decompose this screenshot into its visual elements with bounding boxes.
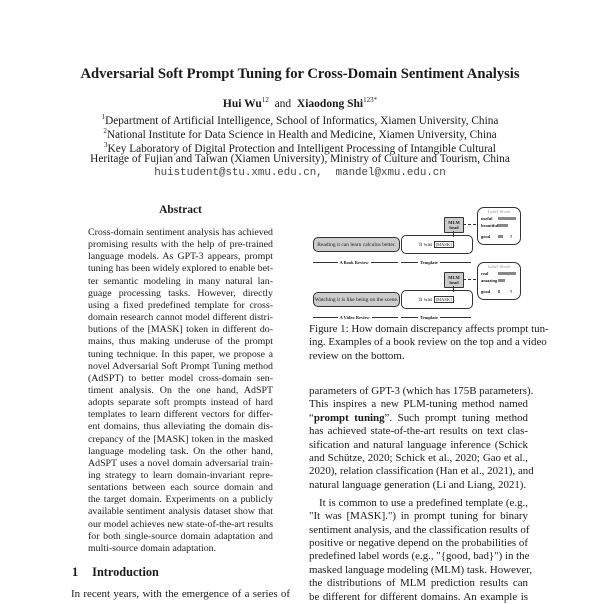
affiliation bbox=[0, 152, 600, 166]
label-words-title: Label Words bbox=[487, 264, 511, 269]
text-line: crepancy of the [MASK] token in the masked bbox=[88, 433, 273, 445]
review-span-label: A Video Review bbox=[339, 315, 370, 320]
probability-bar bbox=[498, 217, 516, 220]
text-line: timent analysis. On the one hand, AdSPT bbox=[88, 384, 273, 396]
text-line: “prompt tuning”. Such prompt tuning method bbox=[309, 411, 528, 424]
section-title: Introduction bbox=[92, 565, 159, 579]
text-line: tuning has been widely explored to enable bet- bbox=[88, 263, 273, 275]
text-line: positive or negative depend on the probabilities of bbox=[309, 536, 528, 549]
text-line: This inspires a new PLM-tuning method named bbox=[309, 398, 528, 411]
label-word: amazing bbox=[481, 278, 498, 283]
mlm-head-box bbox=[444, 272, 464, 288]
author-name: Hui Wu bbox=[222, 98, 262, 110]
text-line: novel Adversarial Soft Prompt Tuning method bbox=[88, 360, 273, 372]
label-word: good bbox=[481, 234, 491, 239]
span-bracket bbox=[401, 262, 471, 263]
template-box bbox=[401, 290, 473, 309]
connector-line bbox=[453, 286, 454, 292]
probability-bar bbox=[498, 235, 503, 238]
unknown-mark: ? bbox=[510, 234, 513, 239]
text-line: It is common to use a predefined template (e.g., bbox=[319, 496, 528, 509]
label-words-title: Label Words bbox=[487, 209, 511, 214]
label-words-box bbox=[477, 262, 521, 300]
text-line: "It was [MASK].") in prompt tuning for binary bbox=[309, 510, 528, 523]
template-text: It was bbox=[418, 296, 433, 303]
text-line: (AdSPT) to better model cross-domain sen- bbox=[88, 372, 273, 384]
section-number: 1 bbox=[72, 565, 79, 579]
text-line: language modeling task. On the other hand, bbox=[88, 445, 273, 457]
text-line: Figure 1: How domain discrepancy affects prompt tun- bbox=[309, 323, 549, 335]
template-box bbox=[401, 235, 473, 254]
emphasis: prompt tuning bbox=[313, 411, 385, 424]
abstract-heading: Abstract bbox=[159, 204, 202, 216]
text-line: has achieved state-of-the-art results on text clas- bbox=[309, 425, 528, 438]
text-line: the distributions of MLM prediction results can bbox=[309, 577, 528, 590]
template-text: . bbox=[453, 296, 456, 303]
paper-title: Adversarial Soft Prompt Tuning for Cross-Domain Sentiment Analysis bbox=[80, 66, 520, 82]
author-affiliation-marks: 123* bbox=[363, 96, 378, 104]
review-box bbox=[313, 292, 400, 307]
text-line: domain research cannot model different distri- bbox=[88, 312, 273, 324]
template-span-label: Template bbox=[420, 315, 438, 320]
label-word: good bbox=[481, 289, 491, 294]
affiliation-mark: 2 bbox=[103, 127, 107, 135]
text-line: the target domain. Experiments on a publicly bbox=[88, 494, 273, 506]
text-line: ing strategy to learn domain-invariant repre- bbox=[88, 470, 273, 481]
text-line: language models. As GPT-3 appears, prompt bbox=[88, 251, 273, 263]
label-words-box bbox=[477, 207, 521, 245]
mlm-head-box bbox=[444, 217, 464, 233]
probability-bar bbox=[498, 290, 500, 293]
text-line: In recent years, with the emergence of a series of bbox=[71, 588, 290, 600]
text-line: AdSPT uses a novel domain adversarial train- bbox=[88, 457, 273, 469]
text-line: ing. Examples of a book review on the top and a video bbox=[309, 336, 547, 349]
text-line: Cross-domain sentiment analysis has achieved bbox=[88, 227, 273, 238]
review-box bbox=[313, 237, 400, 252]
mask-token: [MASK] bbox=[435, 297, 452, 302]
author-affiliation-marks: 12 bbox=[261, 96, 269, 104]
template-span-label: Template bbox=[420, 260, 438, 265]
text-line: and Schütze, 2020; Schick et al., 2020; Gao et al., bbox=[309, 452, 528, 464]
span-bracket bbox=[313, 262, 398, 263]
author-name: Xiaodong Shi bbox=[296, 98, 364, 110]
text-line: templates to learn different vectors for differ- bbox=[88, 409, 273, 421]
template-text: . bbox=[453, 241, 456, 248]
authors-and: and bbox=[274, 98, 292, 110]
affiliation-text: Key Laboratory of Digital Protection and Intelligent Processing of Intangible Cultural bbox=[107, 143, 496, 155]
text-line: mains, thus making underuse of the prompt bbox=[88, 336, 273, 348]
connector-line bbox=[453, 231, 454, 237]
text-line: our model achieves new state-of-the-art results bbox=[88, 518, 274, 530]
text-line: ter semantic modeling in many natural lan- bbox=[88, 275, 273, 287]
text-line: multi-source domain adaptation. bbox=[88, 542, 217, 554]
text-line: promising results with the help of pre-trained bbox=[88, 239, 273, 251]
mlm-label: MLM head bbox=[448, 275, 460, 285]
arrow-icon bbox=[463, 279, 476, 280]
review-span-label: A Book Review bbox=[339, 260, 369, 265]
text-line: review on the bottom. bbox=[309, 349, 405, 362]
text-line: sentiment analysis, and the classification results of bbox=[309, 523, 530, 536]
text-line: masked language modeling (MLM) task. However, bbox=[309, 563, 533, 576]
probability-bar bbox=[498, 279, 505, 282]
affiliation-text: National Institute for Data Science in Health and Medicine, Xiamen University, China bbox=[106, 129, 497, 141]
text-line: sentations between each source domain and bbox=[88, 482, 273, 494]
text-line: available sentiment analysis dataset show that bbox=[88, 506, 273, 518]
text-line: sification and natural language inference (Schick bbox=[309, 438, 528, 451]
text-line: guage processing tasks. However, directly bbox=[88, 287, 273, 299]
text-line: predefined label words (e.g., "{good, bad}") in the bbox=[309, 550, 530, 563]
affiliation-mark: 1 bbox=[101, 113, 106, 121]
author-line bbox=[0, 96, 600, 110]
text-line: for both single-source domain adaptation and bbox=[88, 530, 273, 542]
arrow-icon bbox=[463, 224, 476, 225]
review-text: Watching it is like being on the scene. bbox=[314, 296, 399, 303]
text-line: tuning technique. In this paper, we propose a bbox=[88, 348, 273, 360]
text-line: 2020), relation classification (Han et al., 2021), and bbox=[309, 465, 534, 478]
probability-bar bbox=[498, 224, 508, 227]
text-line: ent domains, thus alleviating the domain dis- bbox=[88, 421, 273, 433]
template-text: It was bbox=[418, 241, 433, 248]
text-line: butions of the [MASK] token in different do- bbox=[88, 324, 273, 336]
unknown-mark: ? bbox=[510, 289, 513, 294]
mask-token: [MASK] bbox=[435, 242, 452, 247]
text-line: adopts separate soft prompts instead of hard bbox=[88, 397, 273, 409]
span-bracket bbox=[401, 317, 471, 318]
label-word: real bbox=[481, 271, 489, 276]
text-line: using a fixed predefined template for cross- bbox=[88, 299, 273, 311]
affiliation-text: Department of Artificial Intelligence, School of Informatics, Xiamen University, China bbox=[105, 115, 499, 127]
text-line: be different for different domains. An example is bbox=[309, 590, 528, 603]
span-bracket bbox=[313, 317, 398, 318]
mlm-label: MLM head bbox=[448, 220, 460, 230]
section-heading-introduction bbox=[72, 565, 159, 580]
text-line: parameters of GPT-3 (which has 175B parameters). bbox=[309, 385, 534, 397]
label-word: useful bbox=[481, 216, 493, 221]
author-emails: huistudent@stu.xmu.edu.cn, mandel@xmu.edu.cn bbox=[154, 167, 446, 179]
affiliation-mark: 3 bbox=[104, 141, 108, 149]
probability-bar bbox=[498, 272, 516, 275]
text-line: natural language generation (Li and Liang, 2021). bbox=[309, 478, 527, 491]
affiliation-text: Heritage of Fujian and Taiwan (Xiamen University), Ministry of Culture and Tourism, China bbox=[90, 153, 510, 165]
label-word: beautiful bbox=[481, 223, 499, 228]
review-text: Reading it can learn calculus better. bbox=[317, 241, 396, 248]
